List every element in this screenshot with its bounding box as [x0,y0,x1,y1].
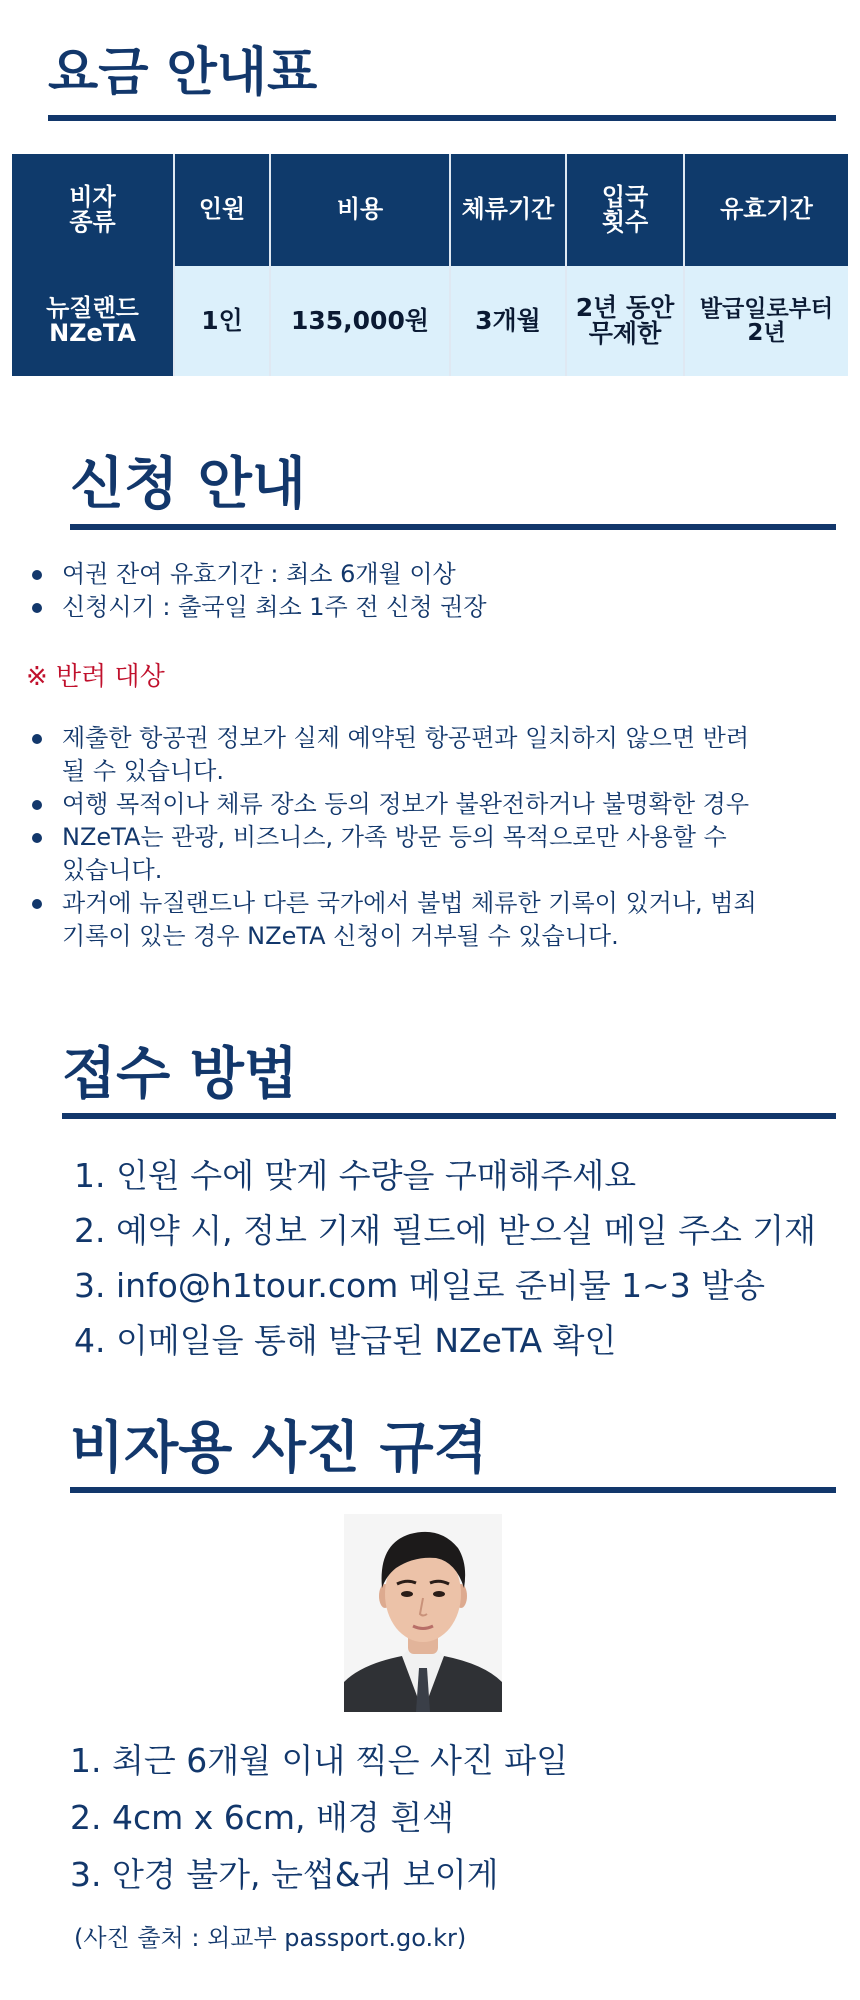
header-validity: 유효기간 [684,154,848,266]
apply-item: 여권 잔여 유효기간 : 최소 6개월 이상 [28,558,838,591]
photo-step: 1. 최근 6개월 이내 찍은 사진 파일 [70,1741,568,1780]
photo-step: 2. 4cm x 6cm, 배경 흰색 [70,1798,455,1837]
photo-step: 3. 안경 불가, 눈썹&귀 보이게 [70,1855,499,1894]
rejection-list [28,722,838,953]
cell-validity: 발급일로부터 2년 [684,266,848,376]
cell-visa-type: 뉴질랜드 NZeTA [12,266,174,376]
method-title: 접수 방법 [62,1042,298,1107]
photo-steps [70,1732,568,1903]
cell-entries: 2년 동안 무제한 [566,266,684,376]
photo-title: 비자용 사진 규격 [70,1416,488,1481]
rejection-heading: ※ 반려 대상 [26,662,165,692]
fee-table-row [12,266,848,376]
apply-title-rule [70,524,836,530]
method-step: 2. 예약 시, 정보 기재 필드에 받으실 메일 주소 기재 [74,1211,817,1250]
apply-title: 신청 안내 [70,452,306,517]
method-step: 4. 이메일을 통해 발급된 NZeTA 확인 [74,1321,617,1360]
fee-table-header-row [12,154,848,266]
header-stay-period: 체류기간 [450,154,566,266]
portrait-image [344,1514,502,1712]
cell-cost: 135,000원 [270,266,450,376]
method-steps [74,1148,816,1368]
method-title-rule [62,1113,836,1119]
sample-passport-photo [344,1514,502,1712]
fee-title: 요금 안내표 [48,43,318,103]
photo-source: (사진 출처 : 외교부 passport.go.kr) [74,1924,467,1952]
cell-persons: 1인 [174,266,270,376]
header-cost: 비용 [270,154,450,266]
photo-title-rule [70,1487,836,1493]
header-entries: 입국 횟수 [566,154,684,266]
header-persons: 인원 [174,154,270,266]
rejection-item: 여행 목적이나 체류 장소 등의 정보가 불완전하거나 불명확한 경우 [28,788,838,821]
fee-table [12,154,848,376]
apply-list [28,558,838,624]
header-visa-type: 비자 종류 [12,154,174,266]
rejection-item: NZeTA는 관광, 비즈니스, 가족 방문 등의 목적으로만 사용할 수 있습니다. [28,821,838,887]
apply-item: 신청시기 : 출국일 최소 1주 전 신청 권장 [28,591,838,624]
fee-title-rule [48,115,836,121]
cell-stay-period: 3개월 [450,266,566,376]
method-step: 3. info@h1tour.com 메일로 준비물 1~3 발송 [74,1266,765,1305]
rejection-item: 과거에 뉴질랜드나 다른 국가에서 불법 체류한 기록이 있거나, 범죄 기록이 있는 경우 NZeTA 신청이 거부될 수 있습니다. [28,887,838,953]
method-step: 1. 인원 수에 맞게 수량을 구매해주세요 [74,1156,637,1195]
rejection-item: 제출한 항공권 정보가 실제 예약된 항공편과 일치하지 않으면 반려 될 수 있습니다. [28,722,838,788]
